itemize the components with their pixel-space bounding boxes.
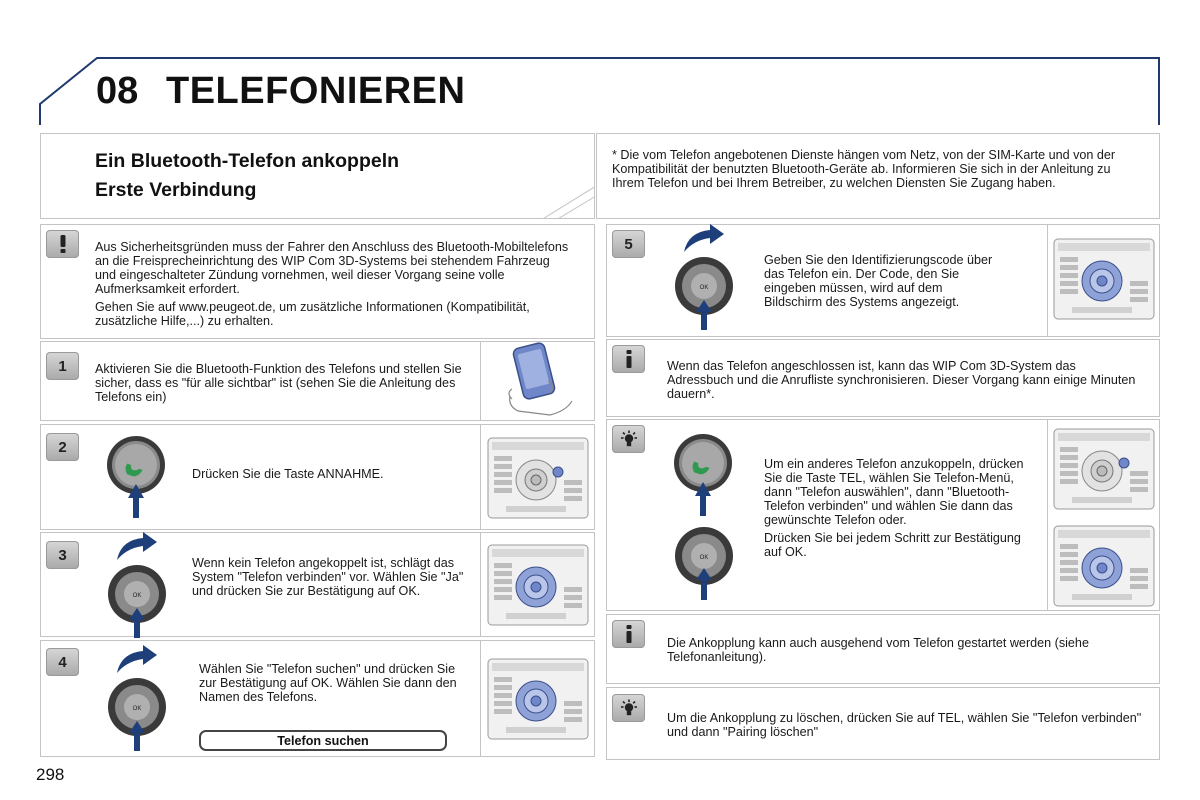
step-3-badge: 3 [46,541,79,569]
section-title-line1: Ein Bluetooth-Telefon ankoppeln [95,150,400,172]
chapter-number: 08 [96,70,139,112]
radio-panel-ok-illustration [1052,524,1156,608]
tip-1-paragraph-2: Drücken Sie bei jedem Schritt zur Bestätigung auf OK. [764,531,1021,559]
radio-panel-answer-illustration [1052,427,1156,511]
step-1-text: Aktivieren Sie die Bluetooth-Funktion des Telefons und stellen Sie sicher, dass es "für alle sichtbar" ist (sehen Sie die Anleitung des Telefons ein) [95,362,462,404]
tip-badge-2 [612,694,645,722]
tip-badge-1 [612,425,645,453]
info-icon [625,349,633,369]
tip-bulb-icon [620,699,638,717]
chapter-header [0,0,1200,130]
radio-panel-ok-illustration [486,657,590,741]
tel-button-illustration [670,430,740,520]
info-text-1: Wenn das Telefon angeschlossen ist, kann das WIP Com 3D-System das Adressbuch und die Anrufliste synchronisieren. Dieser Vorgang kann einige Minuten dauern*. [667,359,1136,401]
exclamation-icon [57,234,69,254]
info-badge-1 [612,345,645,373]
section-title-line2: Erste Verbindung [95,179,257,201]
radio-panel-answer-illustration [486,436,590,520]
warning-text [95,240,570,328]
section-title-box [40,133,595,219]
radio-panel-ok-illustration [1052,237,1156,321]
warning-paragraph-2: Gehen Sie auf www.peugeot.de, um zusätzliche Informationen (Kompatibilität, zusätzliche Hilfe,...) zu erhalten. [95,300,530,328]
telefon-suchen-button[interactable]: Telefon suchen [199,730,447,751]
warning-badge [46,230,79,258]
tip-bulb-icon [620,430,638,448]
info-text-2: Die Ankopplung kann auch ausgehend vom Telefon gestartet werden (siehe Telefonanleitung). [667,636,1089,664]
ok-knob-press-illustration [670,522,740,602]
ok-knob-turn-illustration [103,643,173,753]
step-4-text: Wählen Sie "Telefon suchen" und drücken Sie zur Bestätigung auf OK. Wählen Sie dann den Namen des Telefons. [199,662,457,704]
warning-paragraph-1: Aus Sicherheitsgründen muss der Fahrer den Anschluss des Bluetooth-Mobiltelefons an die Freisprecheinrichtung des WIP Com 3D-Systems bei stehendem Fahrzeug und eingeschalteter Zündung vornehmen, weil dieser Vorgang seine volle Aufmerksamkeit erfordert. [95,240,569,296]
footnote-text: * Die vom Telefon angebotenen Dienste hängen vom Netz, von der SIM-Karte und von der Kompatibilität der benutzten Bluetooth-Geräte ab. Informieren Sie sich in der Anleitung zu Ihrem Telefon und bei Ihrem Betreiber, zu welchen Diensten Sie Zugang haben. [612,148,1116,190]
tip-text-1 [764,457,1032,559]
chapter-title: TELEFONIEREN [166,70,466,112]
smartphone-in-hand-illustration [490,341,580,421]
step-2-badge: 2 [46,433,79,461]
step-5-text: Geben Sie den Identifizierungscode über das Telefon ein. Der Code, den Sie eingeben müssen, wird auf dem Bildschirm des Systems angezeigt. [764,253,993,309]
svg-text:OK: OK [132,706,142,712]
ok-knob-turn-illustration [670,222,740,332]
tip-text-2: Um die Ankopplung zu löschen, drücken Sie auf TEL, wählen Sie "Telefon verbinden" und dann "Pairing löschen" [667,711,1142,739]
step-2-text: Drücken Sie die Taste ANNAHME. [192,467,384,481]
step-1-badge: 1 [46,352,79,380]
step-4-badge: 4 [46,648,79,676]
step-5-badge: 5 [612,230,645,258]
radio-panel-ok-illustration [486,543,590,627]
svg-text:OK: OK [132,593,142,599]
svg-text:OK: OK [699,285,709,291]
answer-call-button-illustration [103,432,173,522]
page-curl-decoration [41,134,595,219]
info-badge-2 [612,620,645,648]
info-icon [625,624,633,644]
ok-knob-turn-illustration [103,530,173,640]
page-number: 298 [36,765,65,784]
step-3-text: Wenn kein Telefon angekoppelt ist, schlägt das System "Telefon verbinden" vor. Wählen Sie "Ja" und drücken Sie zur Bestätigung auf OK. [192,556,464,598]
svg-text:OK: OK [699,555,709,561]
tip-1-paragraph-1: Um ein anderes Telefon anzukoppeln, drücken Sie die Taste TEL, wählen Sie Telefon-Menü, dann "Telefon auswählen", dann "Bluetooth-Telefon verbinden" und wählen Sie dann das gewünschte Telefon oder. [764,457,1024,527]
